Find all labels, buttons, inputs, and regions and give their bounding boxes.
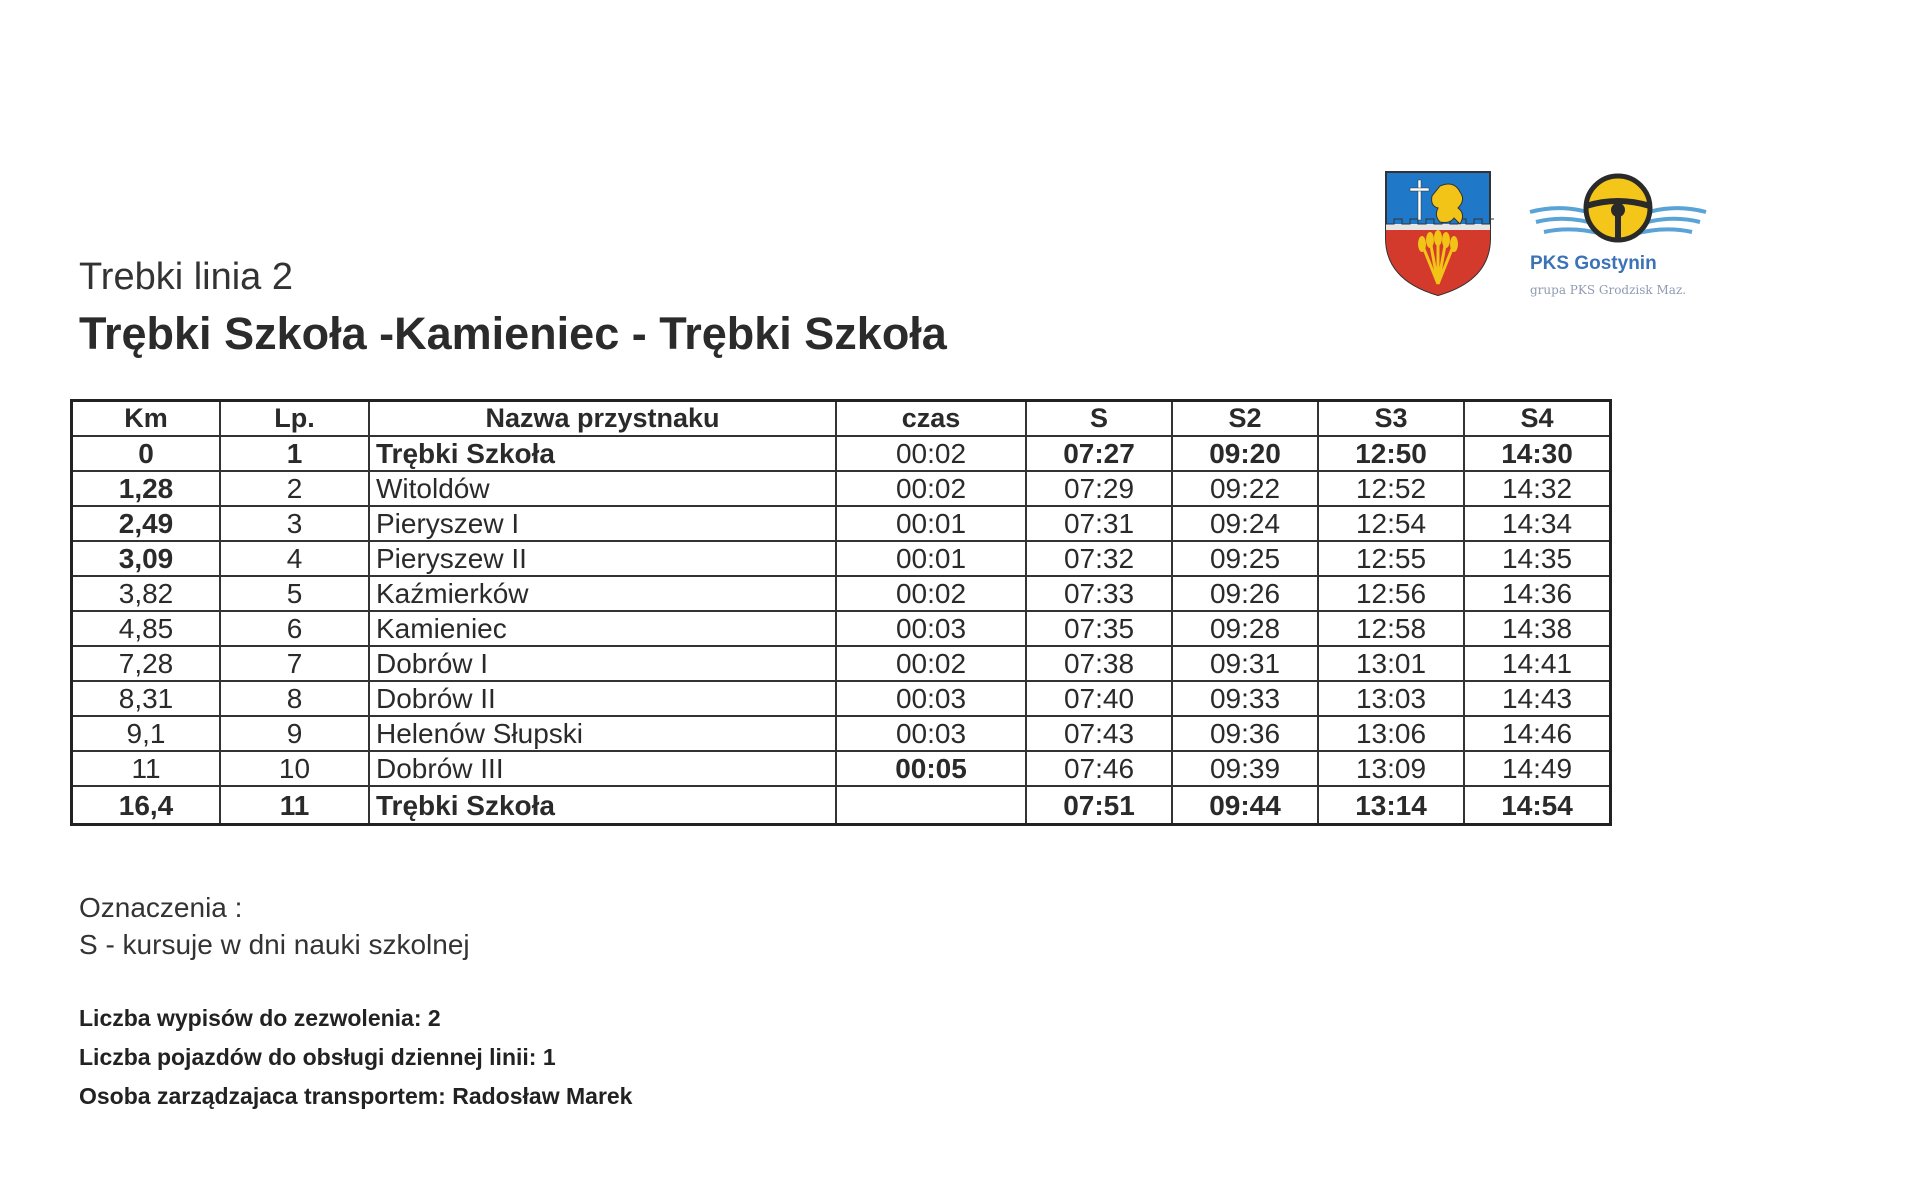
pks-name: PKS Gostynin xyxy=(1530,253,1657,274)
lp-cell: 6 xyxy=(220,611,369,646)
km-cell: 0 xyxy=(72,436,221,471)
s-time-cell: 07:27 xyxy=(1026,436,1172,471)
table-row xyxy=(72,681,1611,716)
stop-name-cell: Trębki Szkoła xyxy=(369,786,836,825)
s3-time-cell: 12:58 xyxy=(1318,611,1464,646)
lp-cell: 11 xyxy=(220,786,369,825)
czas-cell: 00:02 xyxy=(836,646,1026,681)
s2-time-cell: 09:33 xyxy=(1172,681,1318,716)
line-title: Trebki linia 2 xyxy=(79,256,294,298)
table-row xyxy=(72,751,1611,786)
s2-time-cell: 09:44 xyxy=(1172,786,1318,825)
stop-name-cell: Witoldów xyxy=(369,471,836,506)
km-cell: 8,31 xyxy=(72,681,221,716)
czas-cell: 00:03 xyxy=(836,716,1026,751)
czas-cell: 00:02 xyxy=(836,436,1026,471)
stop-name-cell: Pieryszew I xyxy=(369,506,836,541)
s2-time-cell: 09:25 xyxy=(1172,541,1318,576)
czas-cell: 00:05 xyxy=(836,751,1026,786)
stop-name-cell: Dobrów II xyxy=(369,681,836,716)
s2-time-cell: 09:22 xyxy=(1172,471,1318,506)
s-time-cell: 07:32 xyxy=(1026,541,1172,576)
lp-cell: 8 xyxy=(220,681,369,716)
s2-time-cell: 09:28 xyxy=(1172,611,1318,646)
legend-heading: Oznaczenia : xyxy=(79,892,243,923)
km-cell: 3,82 xyxy=(72,576,221,611)
table-row xyxy=(72,611,1611,646)
pks-subtitle: grupa PKS Grodzisk Maz. xyxy=(1530,283,1687,297)
legend-s-description: S - kursuje w dni nauki szkolnej xyxy=(79,929,470,960)
footer-info xyxy=(79,999,632,1116)
permit-extracts-count: Liczba wypisów do zezwolenia: 2 xyxy=(79,1005,441,1031)
s3-time-cell: 13:14 xyxy=(1318,786,1464,825)
lp-cell: 10 xyxy=(220,751,369,786)
s4-time-cell: 14:54 xyxy=(1464,786,1611,825)
col-s3-header: S3 xyxy=(1318,401,1464,437)
s4-time-cell: 14:36 xyxy=(1464,576,1611,611)
lp-cell: 3 xyxy=(220,506,369,541)
col-s-header: S xyxy=(1026,401,1172,437)
table-row xyxy=(72,436,1611,471)
s4-time-cell: 14:46 xyxy=(1464,716,1611,751)
stop-name-cell: Helenów Słupski xyxy=(369,716,836,751)
col-czas-header: czas xyxy=(836,401,1026,437)
stop-name-cell: Dobrów III xyxy=(369,751,836,786)
s4-time-cell: 14:43 xyxy=(1464,681,1611,716)
s3-time-cell: 13:09 xyxy=(1318,751,1464,786)
stop-name-cell: Dobrów I xyxy=(369,646,836,681)
s-time-cell: 07:51 xyxy=(1026,786,1172,825)
s2-time-cell: 09:26 xyxy=(1172,576,1318,611)
col-km-header: Km xyxy=(72,401,221,437)
czas-cell: 00:02 xyxy=(836,471,1026,506)
table-row xyxy=(72,576,1611,611)
km-cell: 3,09 xyxy=(72,541,221,576)
s4-time-cell: 14:38 xyxy=(1464,611,1611,646)
lp-cell: 4 xyxy=(220,541,369,576)
col-lp-header: Lp. xyxy=(220,401,369,437)
col-name-header: Nazwa przystnaku xyxy=(369,401,836,437)
km-cell: 16,4 xyxy=(72,786,221,825)
s2-time-cell: 09:24 xyxy=(1172,506,1318,541)
km-cell: 1,28 xyxy=(72,471,221,506)
km-cell: 7,28 xyxy=(72,646,221,681)
stop-name-cell: Trębki Szkoła xyxy=(369,436,836,471)
s3-time-cell: 12:55 xyxy=(1318,541,1464,576)
s4-time-cell: 14:49 xyxy=(1464,751,1611,786)
transport-manager: Osoba zarządzajaca transportem: Radosław Marek xyxy=(79,1083,633,1109)
s-time-cell: 07:40 xyxy=(1026,681,1172,716)
s-time-cell: 07:31 xyxy=(1026,506,1172,541)
col-s2-header: S2 xyxy=(1172,401,1318,437)
s2-time-cell: 09:31 xyxy=(1172,646,1318,681)
pks-logo-icon xyxy=(1528,172,1708,257)
km-cell: 11 xyxy=(72,751,221,786)
s3-time-cell: 13:01 xyxy=(1318,646,1464,681)
s4-time-cell: 14:34 xyxy=(1464,506,1611,541)
legend xyxy=(79,889,470,963)
col-s4-header: S4 xyxy=(1464,401,1611,437)
stop-name-cell: Kamieniec xyxy=(369,611,836,646)
s2-time-cell: 09:39 xyxy=(1172,751,1318,786)
s3-time-cell: 12:52 xyxy=(1318,471,1464,506)
lp-cell: 2 xyxy=(220,471,369,506)
s-time-cell: 07:29 xyxy=(1026,471,1172,506)
table-row xyxy=(72,786,1611,825)
s-time-cell: 07:35 xyxy=(1026,611,1172,646)
table-row xyxy=(72,506,1611,541)
czas-cell: 00:01 xyxy=(836,541,1026,576)
s4-time-cell: 14:35 xyxy=(1464,541,1611,576)
timetable-header-row xyxy=(72,401,1611,437)
coat-of-arms-icon xyxy=(1382,168,1494,298)
s4-time-cell: 14:32 xyxy=(1464,471,1611,506)
lp-cell: 7 xyxy=(220,646,369,681)
s3-time-cell: 13:06 xyxy=(1318,716,1464,751)
s2-time-cell: 09:36 xyxy=(1172,716,1318,751)
vehicles-count: Liczba pojazdów do obsługi dziennej linii: 1 xyxy=(79,1044,556,1070)
s3-time-cell: 12:56 xyxy=(1318,576,1464,611)
lp-cell: 1 xyxy=(220,436,369,471)
czas-cell: 00:03 xyxy=(836,681,1026,716)
km-cell: 9,1 xyxy=(72,716,221,751)
lp-cell: 5 xyxy=(220,576,369,611)
table-row xyxy=(72,471,1611,506)
route-title: Trębki Szkoła -Kamieniec - Trębki Szkoła xyxy=(79,308,947,359)
s4-time-cell: 14:30 xyxy=(1464,436,1611,471)
table-row xyxy=(72,646,1611,681)
s-time-cell: 07:38 xyxy=(1026,646,1172,681)
table-row xyxy=(72,716,1611,751)
lp-cell: 9 xyxy=(220,716,369,751)
s3-time-cell: 13:03 xyxy=(1318,681,1464,716)
table-row xyxy=(72,541,1611,576)
km-cell: 4,85 xyxy=(72,611,221,646)
s3-time-cell: 12:50 xyxy=(1318,436,1464,471)
timetable xyxy=(70,399,1612,826)
s3-time-cell: 12:54 xyxy=(1318,506,1464,541)
czas-cell xyxy=(836,786,1026,825)
stop-name-cell: Kaźmierków xyxy=(369,576,836,611)
stop-name-cell: Pieryszew II xyxy=(369,541,836,576)
s-time-cell: 07:46 xyxy=(1026,751,1172,786)
s4-time-cell: 14:41 xyxy=(1464,646,1611,681)
czas-cell: 00:03 xyxy=(836,611,1026,646)
czas-cell: 00:02 xyxy=(836,576,1026,611)
s-time-cell: 07:33 xyxy=(1026,576,1172,611)
czas-cell: 00:01 xyxy=(836,506,1026,541)
s-time-cell: 07:43 xyxy=(1026,716,1172,751)
s2-time-cell: 09:20 xyxy=(1172,436,1318,471)
km-cell: 2,49 xyxy=(72,506,221,541)
